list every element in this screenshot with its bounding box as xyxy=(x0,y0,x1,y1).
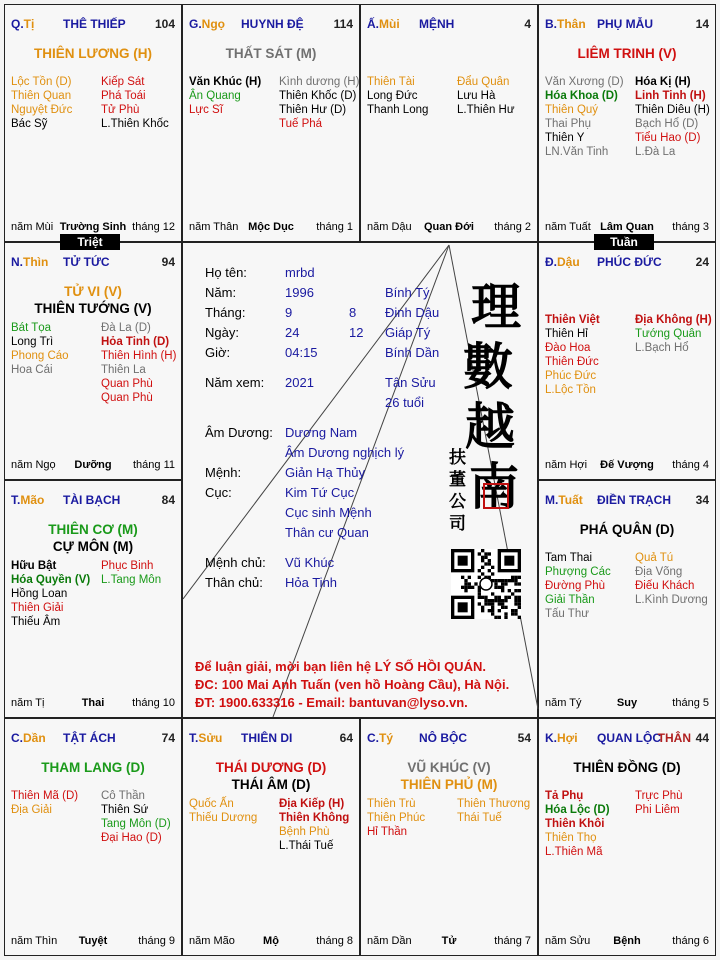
minor-star: Tử Phù xyxy=(101,104,140,116)
palace-footer xyxy=(11,935,175,949)
truong-sinh: Thai xyxy=(81,697,105,709)
minor-star: Phi Liêm xyxy=(635,804,680,816)
minor-star: Thiên Hư (D) xyxy=(279,104,347,116)
minor-star: Hỉ Thần xyxy=(367,826,408,838)
palace-month: tháng 4 xyxy=(672,459,709,471)
palace-can: N.Thìn xyxy=(11,255,49,269)
minor-star: Văn Khúc (H) xyxy=(189,76,262,88)
minor-star: Phượng Các xyxy=(545,566,611,578)
minor-star: Thiên Việt xyxy=(545,314,600,326)
minor-star: Giải Thần xyxy=(545,594,595,606)
minor-star: Thiên Đức xyxy=(545,356,599,368)
qr-code-icon[interactable] xyxy=(451,549,521,619)
label-name: Họ tên: xyxy=(205,265,247,280)
major-star: THÁI DƯƠNG (D) xyxy=(215,760,327,775)
palace-name: THÊ THIẾP xyxy=(63,17,126,31)
value-view-year-can: Tân Sửu xyxy=(385,375,436,390)
palace-ngo[interactable] xyxy=(182,4,360,242)
minor-star: Hoa Cái xyxy=(11,364,53,376)
minor-star: Văn Xương (D) xyxy=(545,76,624,88)
palace-year: năm Tuất xyxy=(545,221,591,233)
palace-year: năm Thìn xyxy=(11,935,58,947)
minor-star: Bác Sỹ xyxy=(11,118,48,130)
major-stars xyxy=(5,759,181,776)
minor-star: Quan Phù xyxy=(101,392,153,404)
major-stars xyxy=(361,759,537,793)
palace-mao[interactable] xyxy=(4,480,182,718)
minor-star: Thiếu Âm xyxy=(11,616,61,628)
minor-star: L.Thiên Hư xyxy=(457,104,515,116)
palace-month: tháng 12 xyxy=(132,221,175,233)
palace-footer xyxy=(367,221,531,235)
truong-sinh: Mộc Dục xyxy=(248,221,294,233)
logo-small-1: 扶 xyxy=(449,448,466,468)
value-cuc-note2: Thân cư Quan xyxy=(285,525,369,540)
major-star: THIÊN TƯỚNG (V) xyxy=(34,301,152,316)
palace-footer xyxy=(11,697,175,711)
minor-star: Kiếp Sát xyxy=(101,76,145,88)
palace-header xyxy=(11,731,175,747)
palace-month: tháng 8 xyxy=(316,935,353,947)
logo-small-4: 司 xyxy=(449,514,466,534)
palace-can: C.Dần xyxy=(11,731,46,745)
minor-star: Hóa Lộc (D) xyxy=(545,804,610,816)
palace-can: T.Mão xyxy=(11,493,45,507)
palace-footer xyxy=(545,697,709,711)
label-am-duong: Âm Dương: xyxy=(205,425,273,440)
minor-star: Phá Toái xyxy=(101,90,146,102)
palace-name: HUYNH ĐỆ xyxy=(241,17,304,31)
palace-month: tháng 11 xyxy=(132,459,175,471)
dai-han-number: 14 xyxy=(695,17,709,31)
contact-line-1: Để luận giải, mời bạn liên hệ LÝ SỐ HỒI QUÁN. xyxy=(195,659,486,674)
minor-star: Cô Thần xyxy=(101,790,145,802)
value-year: 1996 xyxy=(285,285,314,300)
value-day: 24 xyxy=(285,325,300,340)
label-than-chu: Thân chủ: xyxy=(205,575,263,590)
value-name: mrbd xyxy=(285,265,315,280)
value-day-lunar: 12 xyxy=(349,325,364,340)
palace-footer xyxy=(545,459,709,473)
palace-ty[interactable] xyxy=(4,4,182,242)
minor-star: L.Kình Dương xyxy=(635,594,708,606)
palace-can: Q.Tị xyxy=(11,17,35,31)
palace-month: tháng 10 xyxy=(132,697,175,709)
palace-year: năm Thân xyxy=(189,221,239,233)
major-star: TỬ VI (V) xyxy=(64,284,122,299)
label-menh: Mệnh: xyxy=(205,465,242,480)
value-am-duong-note: Âm Dương nghịch lý xyxy=(285,445,405,460)
palace-footer xyxy=(11,221,175,235)
value-cuc: Kim Tứ Cục xyxy=(285,485,355,500)
minor-star: Tang Môn (D) xyxy=(101,818,171,830)
logo-small-2: 董 xyxy=(449,470,466,490)
minor-star: Phục Binh xyxy=(101,560,154,572)
palace-header xyxy=(189,17,353,33)
palace-ti[interactable] xyxy=(360,718,538,956)
value-month-lunar: 8 xyxy=(349,305,357,320)
minor-star: Địa Giải xyxy=(11,804,52,816)
palace-footer xyxy=(189,935,353,949)
major-stars xyxy=(183,759,359,793)
minor-star: LN.Văn Tinh xyxy=(545,146,609,158)
palace-tuat[interactable] xyxy=(538,480,716,718)
minor-star: Thiên Mã (D) xyxy=(11,790,79,802)
palace-name: PHỤ MẪU xyxy=(597,17,653,31)
minor-star: Lộc Tồn (D) xyxy=(11,76,72,88)
palace-year: năm Mão xyxy=(189,935,235,947)
label-month: Tháng: xyxy=(205,305,246,320)
minor-star: Thiên Tài xyxy=(367,76,415,88)
major-star: THAM LANG (D) xyxy=(41,760,145,775)
minor-star: Ân Quang xyxy=(189,90,241,102)
value-hour-can: Bính Dần xyxy=(385,345,440,360)
palace-month: tháng 1 xyxy=(316,221,353,233)
label-cuc: Cục: xyxy=(205,485,232,500)
minor-star: Hồng Loan xyxy=(11,588,68,600)
dai-han-number: 24 xyxy=(695,255,709,269)
major-star: LIÊM TRINH (V) xyxy=(577,46,677,61)
palace-mui[interactable] xyxy=(360,4,538,242)
palace-name: TẬT ÁCH xyxy=(63,731,116,745)
logo-char-3: 越 xyxy=(465,397,515,456)
minor-star: Đẩu Quân xyxy=(457,76,510,88)
palace-footer xyxy=(11,459,175,473)
major-star: THẤT SÁT (M) xyxy=(225,46,317,61)
truong-sinh: Suy xyxy=(616,697,638,709)
minor-star: Thái Tuế xyxy=(457,812,502,824)
than-marker: THÂN xyxy=(657,731,691,745)
minor-star: Long Đức xyxy=(367,90,418,102)
label-day: Ngày: xyxy=(205,325,239,340)
palace-name: MỆNH xyxy=(419,17,455,31)
truong-sinh: Lâm Quan xyxy=(600,221,654,233)
truong-sinh: Tử xyxy=(441,935,457,947)
logo-char-4: 南 xyxy=(469,457,519,516)
minor-star: Thiên Thương xyxy=(457,798,531,810)
palace-can: T.Sửu xyxy=(189,731,223,745)
dai-han-number: 94 xyxy=(161,255,175,269)
palace-name: NÔ BỘC xyxy=(419,731,467,745)
dai-han-number: 4 xyxy=(524,17,531,31)
palace-header xyxy=(11,493,175,509)
minor-star: L.Thái Tuế xyxy=(279,840,334,852)
palace-dau[interactable] xyxy=(538,242,716,480)
minor-star: Thiên Thọ xyxy=(545,832,597,844)
major-stars xyxy=(5,45,181,62)
truong-sinh: Tuyệt xyxy=(78,935,108,947)
palace-footer xyxy=(367,935,531,949)
palace-year: năm Tị xyxy=(11,697,45,709)
palace-header xyxy=(545,17,709,33)
minor-star: Điếu Khách xyxy=(635,580,695,592)
major-star: THIÊN PHỦ (M) xyxy=(400,777,498,792)
major-star: THIÊN ĐỒNG (D) xyxy=(573,760,681,775)
minor-star: L.Thiên Mã xyxy=(545,846,603,858)
palace-header xyxy=(11,255,175,271)
minor-star: Hóa Kị (H) xyxy=(635,76,691,88)
minor-star: L.Đà La xyxy=(635,146,676,158)
logo-small-3: 公 xyxy=(449,492,466,512)
palace-year: năm Tý xyxy=(545,697,582,709)
palace-month: tháng 2 xyxy=(494,221,531,233)
palace-dan[interactable] xyxy=(4,718,182,956)
label-year: Năm: xyxy=(205,285,237,300)
value-month: 9 xyxy=(285,305,293,320)
dai-han-number: 114 xyxy=(333,17,353,31)
major-stars xyxy=(5,521,181,555)
palace-year: năm Dậu xyxy=(367,221,412,233)
minor-star: Thai Phụ xyxy=(545,118,592,130)
value-am-duong: Dương Nam xyxy=(285,425,358,440)
minor-star: Quả Tú xyxy=(635,552,674,564)
palace-header xyxy=(545,255,709,271)
minor-star: Đường Phù xyxy=(545,580,605,592)
minor-star: Đào Hoa xyxy=(545,342,591,354)
palace-name: TÀI BẠCH xyxy=(63,493,121,507)
palace-footer xyxy=(545,221,709,235)
major-stars xyxy=(539,45,715,62)
tuan-marker: Tuần xyxy=(594,234,654,250)
palace-name: PHÚC ĐỨC xyxy=(597,255,662,269)
major-stars xyxy=(5,283,181,317)
palace-thin[interactable] xyxy=(4,242,182,480)
minor-star: Thanh Long xyxy=(367,104,429,116)
palace-year: năm Ngọ xyxy=(11,459,56,471)
label-menh-chu: Mệnh chủ: xyxy=(205,555,266,570)
major-star: VŨ KHÚC (V) xyxy=(407,760,491,775)
contact-line-3: ĐT: 1900.633316 - Email: bantuvan@lyso.vn. xyxy=(195,695,468,710)
value-year-can: Bính Tý xyxy=(385,285,430,300)
minor-star: Thiên Hình (H) xyxy=(101,350,177,362)
minor-star: Hóa Quyền (V) xyxy=(11,574,91,586)
minor-star: Bạch Hổ (D) xyxy=(635,118,699,130)
minor-star: Thiên Không xyxy=(279,812,350,824)
minor-star: Thiên Quan xyxy=(11,90,72,102)
value-month-can: Đinh Dậu xyxy=(385,305,440,320)
palace-header xyxy=(189,731,353,747)
palace-can: Ấ.Mùi xyxy=(367,17,400,31)
triet-marker: Triệt xyxy=(60,234,120,250)
minor-star: Nguyệt Đức xyxy=(11,104,73,116)
value-hour: 04:15 xyxy=(285,345,318,360)
major-stars xyxy=(183,45,359,62)
logo-char-2: 數 xyxy=(463,337,513,396)
palace-month: tháng 5 xyxy=(672,697,709,709)
minor-star: Hỏa Tinh (D) xyxy=(101,336,170,348)
minor-star: L.Thiên Khốc xyxy=(101,118,169,130)
dai-han-number: 54 xyxy=(517,731,531,745)
minor-star: Thiên Trù xyxy=(367,798,416,810)
minor-star: Thiên Diêu (H) xyxy=(635,104,710,116)
palace-month: tháng 3 xyxy=(672,221,709,233)
palace-year: năm Hợi xyxy=(545,459,588,471)
minor-star: Thiên Sứ xyxy=(101,804,149,816)
minor-star: Tiểu Hao (D) xyxy=(635,132,701,144)
minor-star: Thiên La xyxy=(101,364,146,376)
palace-can: Đ.Dậu xyxy=(545,255,580,269)
minor-star: Quốc Ấn xyxy=(189,798,234,810)
palace-name: QUAN LỘC xyxy=(597,731,661,745)
truong-sinh: Bệnh xyxy=(613,935,641,947)
minor-star: Trực Phù xyxy=(635,790,683,802)
truong-sinh: Dưỡng xyxy=(74,459,112,471)
minor-star: Bát Tọa xyxy=(11,322,52,334)
palace-month: tháng 9 xyxy=(138,935,175,947)
dai-han-number: 64 xyxy=(339,731,353,745)
minor-star: Thiên Khốc (D) xyxy=(279,90,357,102)
palace-can: K.Hợi xyxy=(545,731,578,745)
minor-star: Phúc Đức xyxy=(545,370,597,382)
palace-footer xyxy=(189,221,353,235)
contact-line-2: ĐC: 100 Mai Anh Tuấn (ven hồ Hoàng Cầu), Hà Nội. xyxy=(195,677,510,692)
truong-sinh: Mộ xyxy=(263,935,279,947)
dai-han-number: 74 xyxy=(161,731,175,745)
truong-sinh: Trường Sinh xyxy=(59,221,127,233)
major-stars xyxy=(539,759,715,776)
value-cuc-note1: Cục sinh Mệnh xyxy=(285,505,372,520)
minor-star: Lưu Hà xyxy=(457,90,496,102)
minor-star: Tấu Thư xyxy=(545,608,589,620)
major-star: PHÁ QUÂN (D) xyxy=(579,522,675,537)
palace-can: G.Ngọ xyxy=(189,17,225,31)
palace-name: TỬ TỨC xyxy=(63,255,110,269)
minor-star: Tướng Quân xyxy=(635,328,702,340)
minor-star: Địa Kiếp (H) xyxy=(279,798,345,810)
label-view-year: Năm xem: xyxy=(205,375,265,390)
truong-sinh: Quan Đới xyxy=(424,221,474,233)
value-view-year: 2021 xyxy=(285,375,314,390)
value-day-can: Giáp Tý xyxy=(385,325,431,340)
palace-suu[interactable] xyxy=(182,718,360,956)
palace-header xyxy=(545,493,709,509)
palace-header xyxy=(367,17,531,33)
minor-star: Thiên Phúc xyxy=(367,812,426,824)
value-than-chu: Hỏa Tinh xyxy=(285,575,338,590)
palace-header xyxy=(545,731,709,747)
value-age: 26 tuổi xyxy=(385,395,425,410)
minor-star: Quan Phù xyxy=(101,378,153,390)
palace-than[interactable] xyxy=(538,4,716,242)
palace-header xyxy=(11,17,175,33)
major-stars xyxy=(539,521,715,538)
minor-star: L.Lộc Tồn xyxy=(545,384,596,396)
major-star: THÁI ÂM (D) xyxy=(231,777,311,792)
dai-han-number: 84 xyxy=(161,493,175,507)
minor-star: Địa Võng xyxy=(635,566,683,578)
palace-month: tháng 6 xyxy=(672,935,709,947)
minor-star: Thiên Giải xyxy=(11,602,64,614)
minor-star: Thiếu Dương xyxy=(189,812,258,824)
minor-star: Tam Thai xyxy=(545,552,593,564)
logo-char-1: 理 xyxy=(471,277,521,336)
minor-star: Thiên Quý xyxy=(545,104,599,116)
value-menh-chu: Vũ Khúc xyxy=(285,555,335,570)
truong-sinh: Đế Vượng xyxy=(600,459,654,471)
major-star: CỰ MÔN (M) xyxy=(52,539,134,554)
palace-header xyxy=(367,731,531,747)
minor-star: Lực Sĩ xyxy=(189,104,223,116)
minor-star: Long Trì xyxy=(11,336,54,348)
minor-star: Linh Tinh (H) xyxy=(635,90,706,102)
major-star: THIÊN LƯƠNG (H) xyxy=(34,46,152,61)
minor-star: Thiên Y xyxy=(545,132,585,144)
red-seal-icon xyxy=(483,483,509,509)
minor-star: Hóa Khoa (D) xyxy=(545,90,618,102)
minor-star: Thiên Hỉ xyxy=(545,328,588,340)
palace-can: C.Tý xyxy=(367,731,394,745)
dai-han-number: 34 xyxy=(695,493,709,507)
center-info-panel xyxy=(182,242,538,718)
palace-name: ĐIỀN TRẠCH xyxy=(597,493,671,507)
minor-star: L.Bạch Hổ xyxy=(635,342,689,354)
minor-star: Phong Cáo xyxy=(11,350,69,362)
label-hour: Giờ: xyxy=(205,345,231,360)
palace-name: THIÊN DI xyxy=(241,731,293,745)
palace-hoi[interactable] xyxy=(538,718,716,956)
palace-year: năm Sửu xyxy=(545,935,591,947)
minor-star: Bệnh Phù xyxy=(279,826,330,838)
value-menh: Giản Hạ Thủy xyxy=(285,465,365,480)
minor-star: Kình dương (H) xyxy=(279,76,360,88)
palace-year: năm Dần xyxy=(367,935,412,947)
palace-footer xyxy=(545,935,709,949)
minor-star: Thiên Khôi xyxy=(545,818,605,830)
dai-han-number: 104 xyxy=(154,17,175,31)
minor-star: Đại Hao (D) xyxy=(101,832,162,844)
minor-star: Đà La (D) xyxy=(101,322,151,334)
minor-star: Tuế Phá xyxy=(279,118,323,130)
palace-can: B.Thân xyxy=(545,17,586,31)
palace-can: M.Tuất xyxy=(545,493,583,507)
dai-han-number: 44 xyxy=(695,731,709,745)
minor-star: Địa Không (H) xyxy=(635,314,712,326)
minor-star: Hữu Bật xyxy=(11,560,57,572)
minor-star: L.Tang Môn xyxy=(101,574,162,586)
major-star: THIÊN CƠ (M) xyxy=(48,522,138,537)
palace-year: năm Mùi xyxy=(11,221,54,233)
palace-month: tháng 7 xyxy=(494,935,531,947)
minor-star: Tả Phụ xyxy=(545,790,584,802)
